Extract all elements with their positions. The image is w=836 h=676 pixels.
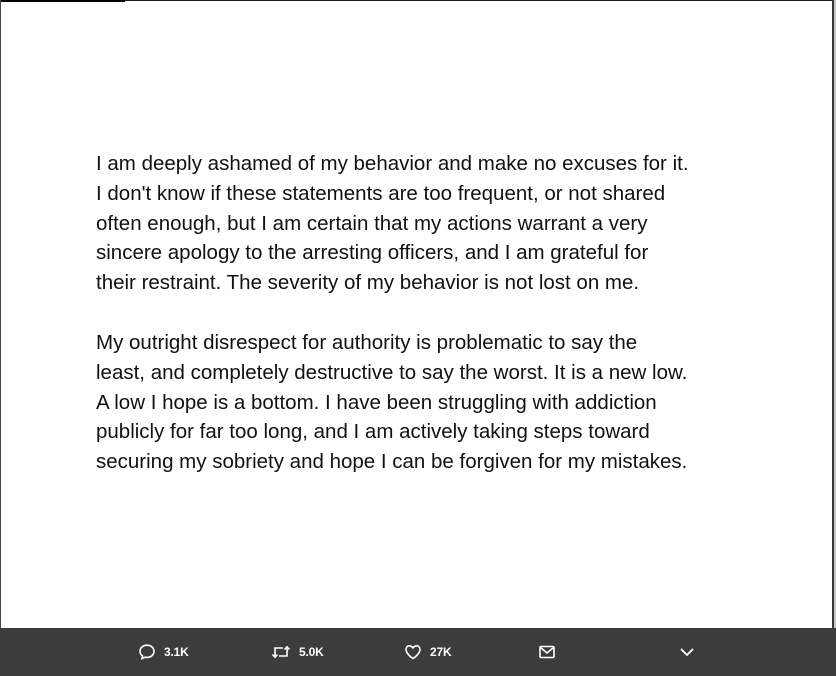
top-border-accent bbox=[0, 0, 125, 2]
direct-message-button[interactable] bbox=[538, 628, 556, 676]
statement-paragraph-1: I am deeply ashamed of my behavior and make no excuses for it. I don't know if these statements are too frequent, or not shared often enough, but I am certain that my actions warrant a very sincere apology to the arresting officers, and I am grateful for their restraint. The severity of my behavior is not lost on me. bbox=[96, 152, 689, 295]
reply-icon bbox=[138, 643, 156, 661]
like-count: 27K bbox=[430, 645, 452, 659]
retweet-icon bbox=[271, 643, 291, 661]
statement-paragraph-2: My outright disrespect for authority is problematic to say the least, and completely destructive to say the worst. It is a new low. A low I hope is a bottom. I have been struggling with addiction publicly for far too long, and I am actively taking steps toward securing my sobriety and hope I can be forgiven for my mistakes. bbox=[96, 330, 688, 474]
heart-icon bbox=[404, 643, 422, 661]
like-button[interactable] bbox=[404, 628, 451, 676]
reply-button[interactable] bbox=[138, 628, 189, 676]
statement-image bbox=[96, 149, 756, 477]
top-border bbox=[0, 0, 836, 1]
retweet-button[interactable] bbox=[271, 628, 324, 676]
reply-count: 3.1K bbox=[164, 645, 189, 659]
left-border bbox=[0, 0, 1, 628]
chevron-down-icon bbox=[678, 643, 696, 661]
more-button[interactable] bbox=[678, 628, 696, 676]
retweet-count: 5.0K bbox=[299, 645, 324, 659]
tweet-action-bar bbox=[0, 628, 836, 676]
envelope-icon bbox=[538, 643, 556, 661]
